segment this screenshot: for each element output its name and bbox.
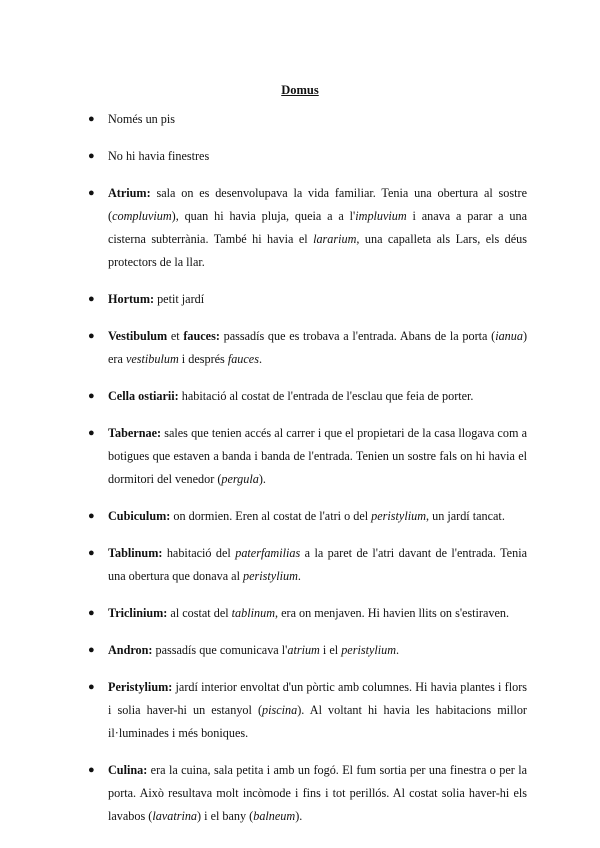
bullet-dot-icon: ● — [88, 764, 95, 776]
item-text: sales que tenien accés al carrer i que el propietari de la casa llogava com a botigues que estaven a banda i banda de l'entrada. Tenien un sostre fals on hi havia el dormitori del venedor ( — [108, 426, 527, 486]
page-title: Domus — [281, 83, 319, 97]
item-text: jardí interior envoltat d'un pòrtic amb columnes. Hi havia plantes i flors i solia haver-hi un estanyol ( — [108, 680, 527, 717]
term-label: Peristylium: — [108, 680, 173, 694]
item-text: i anava a parar a una cisterna subterrània. També hi havia el — [108, 209, 527, 246]
item-text: al costat del — [167, 606, 232, 620]
list-item — [0, 385, 600, 408]
term-label: Andron: — [108, 643, 153, 657]
latin-term: vestibulum — [125, 352, 179, 366]
term-label: Tablinum: — [108, 546, 163, 560]
list-item — [0, 422, 600, 491]
item-text: ) i el bany ( — [197, 809, 254, 823]
item-text: . — [297, 569, 301, 583]
item-text: . — [396, 643, 400, 657]
item-text: ). — [258, 472, 266, 486]
bullet-dot-icon: ● — [88, 113, 95, 125]
list-item — [0, 325, 600, 371]
latin-term: pergula — [221, 472, 259, 486]
item-text: era la cuina, sala petita i amb un fogó. El fum sortia per una finestra o per la porta. Això resultava molt incòmode i fins i tot perillós. Al costat solia haver-hi els lavabos ( — [108, 763, 527, 823]
item-text: i el — [319, 643, 342, 657]
item-text: a la paret de l'atri davant de l'entrada. Tenia una obertura que donava al — [108, 546, 527, 583]
list-item — [0, 542, 600, 588]
latin-term: impluvium — [355, 209, 407, 223]
latin-term: ianua — [495, 329, 523, 343]
item-text: ), quan hi havia pluja, queia a a l' — [171, 209, 356, 223]
item-text: on dormien. Eren al costat de l'atri o del — [170, 509, 372, 523]
item-text: ). Al voltant hi havia les habitacions millor il·luminades i més boniques. — [108, 703, 527, 740]
latin-term: compluvium — [112, 209, 172, 223]
item-text: ). — [295, 809, 303, 823]
list-item — [0, 602, 600, 625]
item-text: , era on menjaven. Hi havien llits on s'estiraven. — [275, 606, 510, 620]
term-label: Triclinium: — [108, 606, 168, 620]
latin-term: piscina — [262, 703, 298, 717]
item-text: , un jardí tancat. — [426, 509, 505, 523]
item-text: Només un pis — [108, 112, 176, 126]
bullet-dot-icon: ● — [88, 390, 95, 402]
bullet-dot-icon: ● — [88, 547, 95, 559]
item-text: et — [167, 329, 184, 343]
item-text: , una capalleta als Lars, els déus protectors de la llar. — [108, 232, 527, 269]
term-label: Atrium: — [108, 186, 151, 200]
list-item — [0, 182, 600, 274]
item-text: passadís que es trobava a l'entrada. Abans de la porta ( — [219, 329, 496, 343]
latin-term: lararium — [313, 232, 357, 246]
latin-term: atrium — [287, 643, 320, 657]
bullet-dot-icon: ● — [88, 607, 95, 619]
item-text: . — [258, 352, 263, 366]
term-label: Cubiculum: — [108, 509, 171, 523]
list-item — [0, 505, 600, 528]
bullet-dot-icon: ● — [88, 644, 95, 656]
bullet-dot-icon: ● — [88, 187, 95, 199]
bullet-dot-icon: ● — [88, 681, 95, 693]
latin-term: fauces — [227, 352, 259, 366]
item-text: sala on es desenvolupava la vida familiar. Tenia una obertura al sostre ( — [108, 186, 527, 223]
item-text: passadís que comunicava l' — [152, 643, 288, 657]
term-label: Culina: — [108, 763, 148, 777]
term-label: Cella ostiarii: — [108, 389, 179, 403]
term-label: Tabernae: — [108, 426, 162, 440]
term-label: Vestibulum — [108, 329, 168, 343]
list-item — [0, 108, 600, 131]
list-item — [0, 639, 600, 662]
list-item — [0, 759, 600, 828]
item-text: ) era — [108, 329, 528, 366]
latin-term: tablinum — [231, 606, 276, 620]
item-text: petit jardí — [154, 292, 205, 306]
list-item — [0, 676, 600, 745]
latin-term: lavatrina — [152, 809, 198, 823]
bullet-dot-icon: ● — [88, 330, 95, 342]
item-text: habitació del — [162, 546, 236, 560]
item-text: i després — [178, 352, 228, 366]
bullet-list — [0, 108, 600, 842]
latin-term: paterfamilias — [235, 546, 301, 560]
term-label: fauces: — [183, 329, 220, 343]
list-item — [0, 288, 600, 311]
bullet-dot-icon: ● — [88, 293, 95, 305]
item-text: habitació al costat de l'entrada de l'esclau que feia de porter. — [178, 389, 474, 403]
latin-term: peristylium — [371, 509, 427, 523]
bullet-dot-icon: ● — [88, 150, 95, 162]
bullet-dot-icon: ● — [88, 510, 95, 522]
latin-term: peristylium — [243, 569, 298, 583]
bullet-dot-icon: ● — [88, 427, 95, 439]
latin-term: balneum — [253, 809, 296, 823]
term-label: Hortum: — [108, 292, 155, 306]
list-item — [0, 145, 600, 168]
latin-term: peristylium — [341, 643, 397, 657]
item-text: No hi havia finestres — [108, 149, 210, 163]
